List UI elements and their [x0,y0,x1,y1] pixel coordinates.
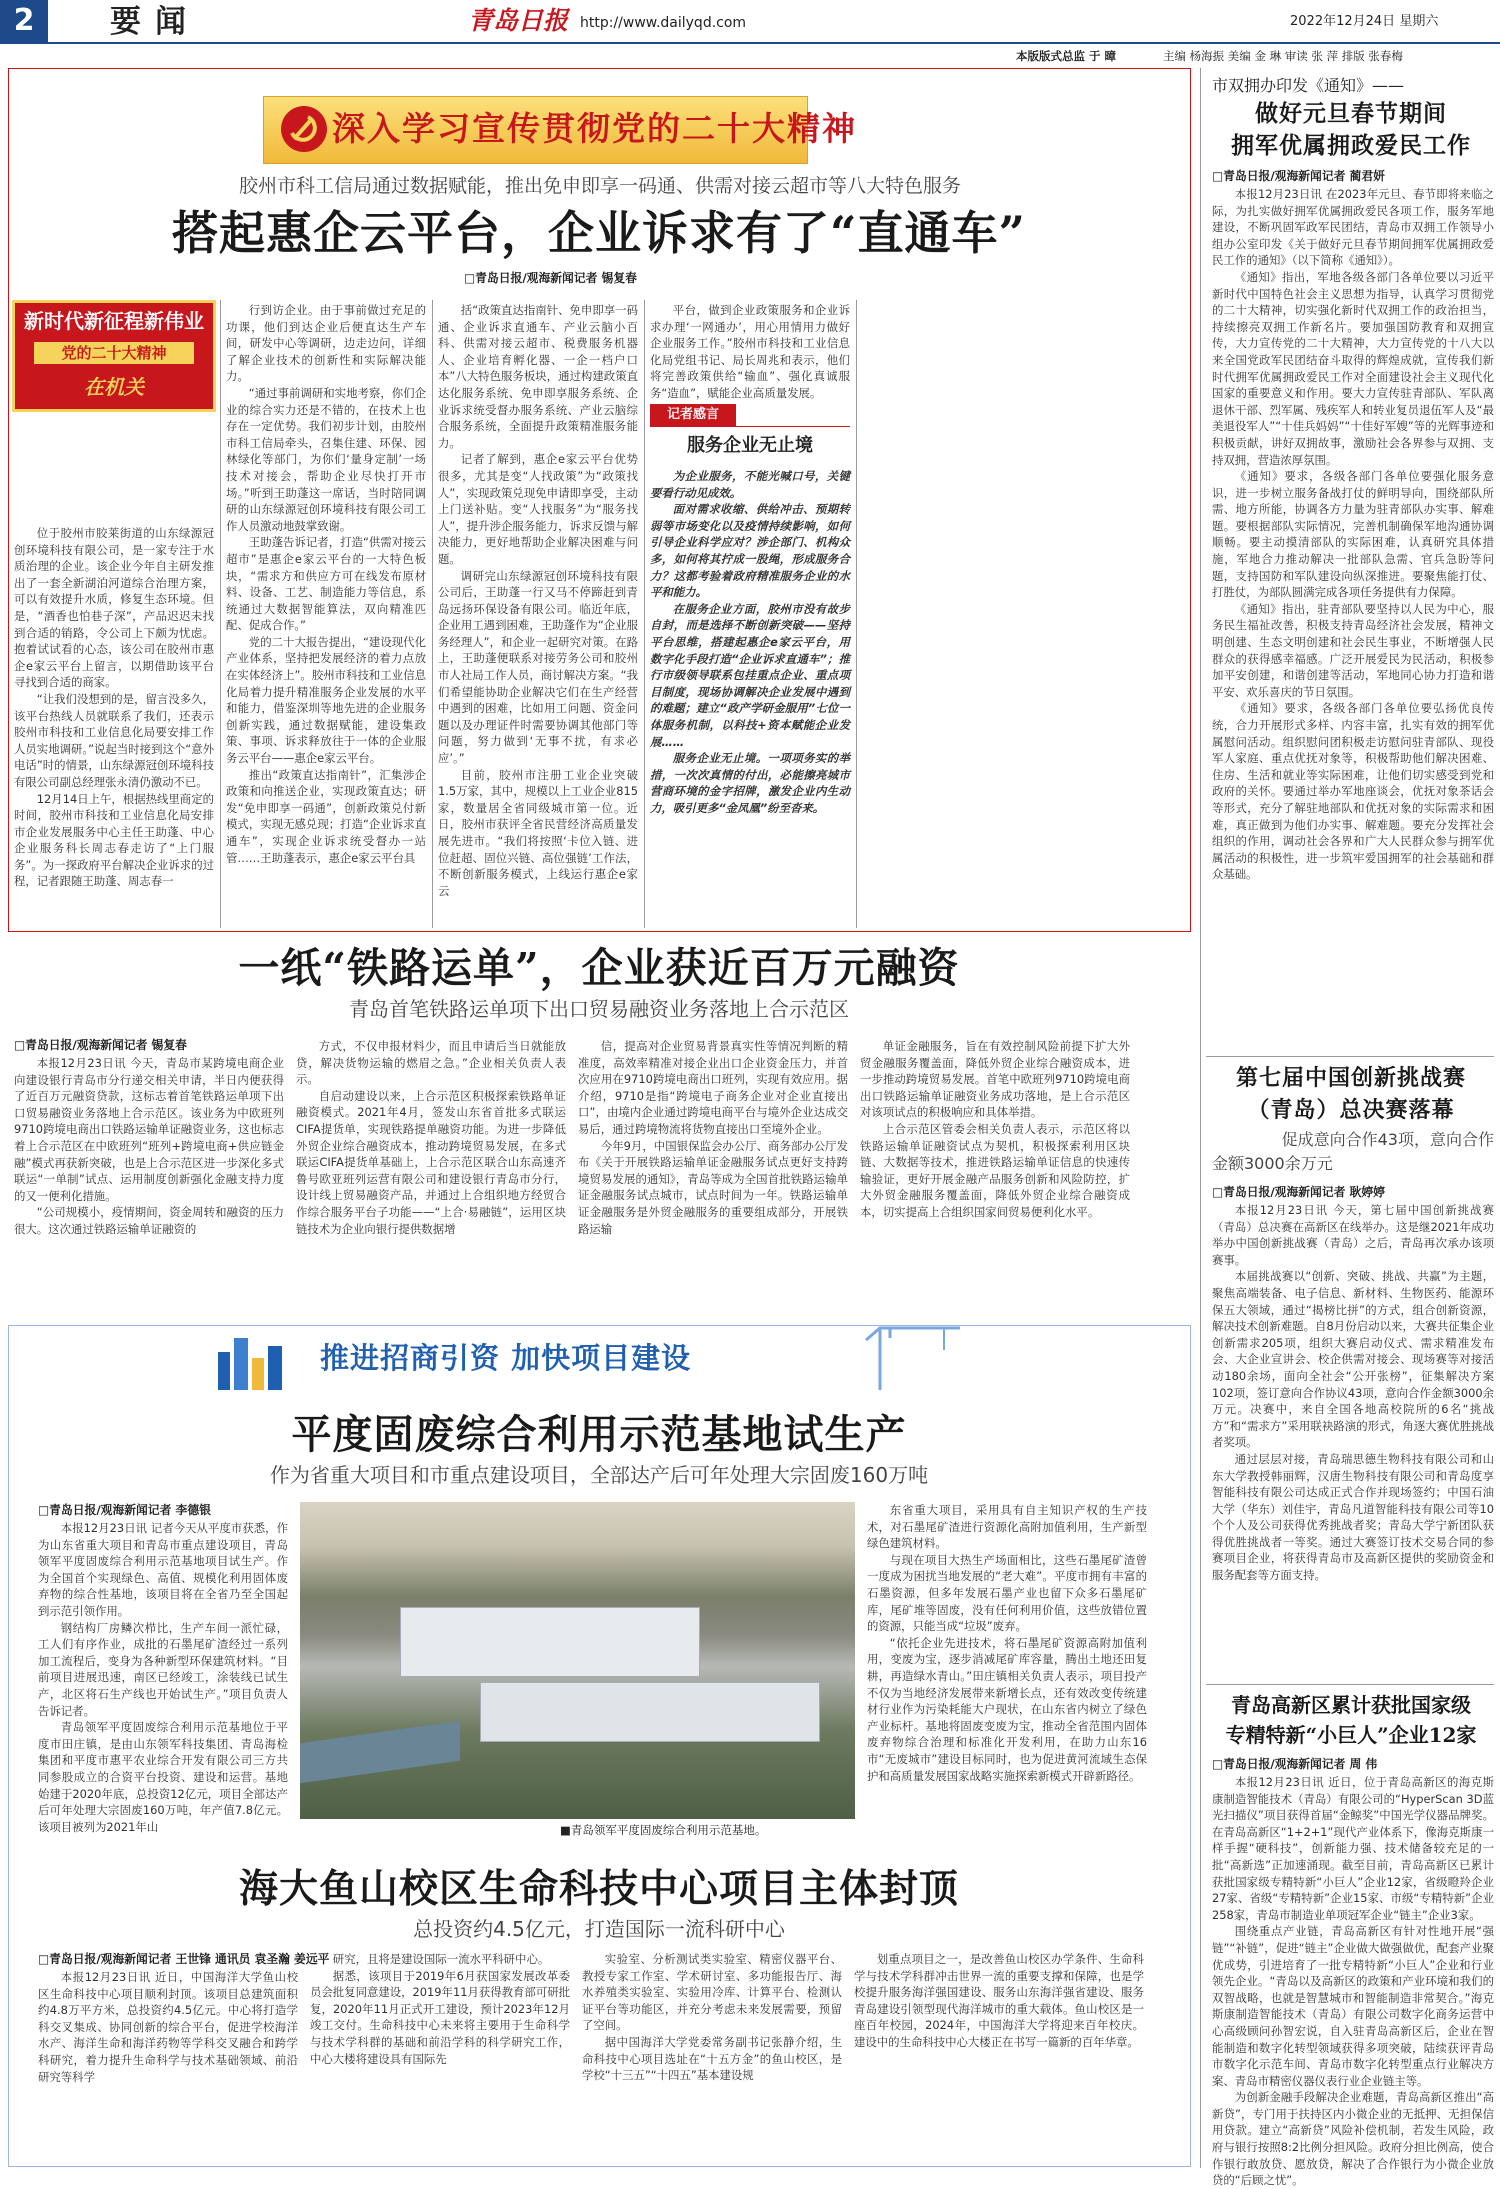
side1-title-line1: 做好元旦春节期间 [1255,100,1447,127]
paragraph: 本报12月23日讯 今天，第七届中国创新挑战赛（青岛）总决赛在高新区在线举办。这是继2021年成功举办中国创新挑战赛（青岛）之后，青岛再次承办该项赛事。 [1212,1203,1494,1267]
paragraph: 平台，做到企业政策服务和企业诉求办理‘一网通办’，用心用情用力做好企业服务工作。”胶州市科技和工业信息化局党组书记、局长周兆和表示，他们将完善政策供给“输血”、强化真诚服务“造血”，赋能企业高质量发展。 [650,303,850,400]
paragraph: 推出“政策直达指南针”，汇集涉企政策和向推送企业，实现政策直达；研发“免申即享一码通”，创新政策兑付新模式，实现无感兑现；打造“企业诉求直通车”，实现企业诉求统受督办一站管……王助蓬表示，惠企e家云平台具 [226,767,426,865]
paragraph: 《通知》指出，驻青部队要坚持以人民为中心，服务民生福祉改善，积极支持青岛经济社会发展，精神文明创建、生态文明创建和社会民生事业，不断增强人民群众的获得感幸福感。广泛开展爱民为民活动，积极参加平安创建，和谐创建等活动，军地同心协力打造和谐平安、欢乐喜庆的节日氛围。 [1212,601,1494,699]
side-divider-1 [1206,1056,1494,1057]
art1-col4 [650,302,850,400]
art3-byline: □青岛日报/观海新闻记者 李德银 [38,1503,211,1517]
paragraph: 在服务企业方面，胶州市没有故步自封，而是选择不断创新突破——坚持平台思维，搭建起惠企e家云平台，用数字化手段打造“企业诉求直通车”；推行市级领导联系包挂重点企业、重点项目制度，现场协调解决企业发展中遇到的难题；建立“政产学研金服用”七位一体服务机制，以科技+资本赋能企业发展…… [650,601,850,749]
paragraph: “通过事前调研和实地考察，你们企业的综合实力还是不错的，在技术上也存在一定优势。我们初步计划，由胶州市科工信局牵头，召集住建、环保、园林绿化等部门，为你们‘量身定制’一场技术对接会，帮助企业尽快打开市场。”听到王助蓬这一席话，当时陪同调研的山东绿源冠创环境科技有限公司工作人员激动地鼓掌致谢。 [226,385,426,533]
art2-subtitle: 青岛首笔铁路运单项下出口贸易融资业务落地上合示范区 [349,997,849,1021]
paragraph: 本届挑战赛以“创新、突破、挑战、共赢”为主题，聚焦高端装备、电子信息、新材料、生物医药、能源环保五大领域，通过“揭榜比拼”的方式，组合创新资源，解决技术创新难题。自8月份启动以来，大赛共征集企业创新需求205项，组织大赛启动仪式、需求精准发布会、大企业宣讲会、校企供需对接会、现场赛等对接活动180余场，面向全社会“公开张榜”，征集解决方案102项，签订意向合作协议43项，意向合作金额3000余万元。决赛中，来自全国各地高校院所的6名“挑战方”和“需求方”采用联袂路演的形式，角逐大赛优胜挑战者奖项。 [1212,1269,1494,1450]
date-text: 2022年12月24日 [1290,14,1396,29]
paragraph: “公司规模小，疫情期间，资金周转和融资的压力很大。这次通过铁路运输单证融资的 [14,1205,284,1236]
side3-title-line2: 专精特新“小巨人”企业12家 [1225,1723,1477,1747]
paragraph: 本报12月23日讯 近日，中国海洋大学鱼山校区生命科技中心项目顺利封顶。该项目总建筑面积约4.8万平方米，总投资约4.5亿元。中心将打造学科交叉集成、协同创新的综合平台，促进学校海洋水产、海洋生命和海洋药物等学科交叉融合和跨学科研究，着力提升生命科学与技术基础领域、前沿研究等科学 [38,1970,298,2084]
paragraph: 《通知》指出，军地各级各部门各单位要以习近平新时代中国特色社会主义思想为指导，认真学习贯彻党的二十大精神，切实强化新时代双拥工作的政治担当，持续擦亮双拥工作新名片。要加强国防教育和双拥宣传，大力宣传党的二十大精神，大力宣传党的十八大以来全国党政军民团结奋斗取得的辉煌成就，宣传我们新时代拥军优属拥政爱民工作对全面建设社会主义现代化国家的重要意义和作用。要大力宣传驻青部队、军队离退休干部、烈军属、残疾军人和转业复员退伍军人及“最美退役军人”“十佳兵妈妈”“十佳好军嫂”等的光辉事迹和积极贡献，讲好双拥故事，激励社会各界参与双拥、支持双拥，营造浓厚氛围。 [1212,269,1494,467]
art3-subtitle: 作为省重大项目和市重点建设项目，全部达产后可年处理大宗固废160万吨 [269,1463,929,1487]
paragraph: 面对需求收缩、供给冲击、预期转弱等市场变化以及疫情持续影响，如何引导企业科学应对？涉企部门、机构众多，如何将其拧成一股绳，形成服务合力？这都考验着政府精准服务企业的水平和能力。 [650,502,850,600]
side2-subtitle-line2: 金额3000余万元 [1212,1154,1333,1173]
paragraph: 据中国海洋大学党委常务副书记张静介绍，生命科技中心项目选址在“十五方金”的鱼山校区，是学校“十三五”“十四五”基本建设规 [582,2034,842,2083]
paragraph: 东省重大项目，采用具有自主知识产权的生产技术，对石墨尾矿渣进行资源化高附加值利用，生产新型绿色建筑材料。 [867,1503,1147,1551]
art4-col3 [582,1951,842,2165]
paragraph: 行到访企业。由于事前做过充足的功课，他们到达企业后便直达生产车间，研发中心等调研，边走边问，详细了解企业技术的创新性和实际解决能力。 [226,303,426,384]
section-title: 要闻 [110,4,200,40]
paragraph: 今年9月，中国银保监会办公厅、商务部办公厅发布《关于开展铁路运输单证金融服务试点更好支持跨境贸易发展的通知》，青岛等成为全国首批铁路运输单证金融服务试点城市，试点时间为一年。铁路运输单证金融服务是外贸金融服务的重要组成部分，开展铁路运输 [578,1138,848,1236]
weekday-text: 星期六 [1399,14,1439,29]
paragraph: 调研完山东绿源冠创环境科技有限公司后，王助蓬一行又马不停蹄赶到青岛远扬环保设备有限公司。临近年底，企业用工遇到困难，王助蓬作为“企业服务经理人”，和企业一起研究对策。在路上，王助蓬便联系对接劳务公司和胶州市人社局工作人员，商讨解决方案。“我们希望能协助企业解决它们在生产经营中遇到的困难，比如用工问题、资金问题以及办理证件时需要协调其他部门等问题，努力做到‘无事不扰，有求必应’。” [438,568,638,766]
paragraph: 自启动建设以来，上合示范区积极探索铁路单证融资模式。2021年4月，签发山东省首批多式联运CIFA提货单，实现铁路提单融资功能。为进一步降低外贸企业综合融资成本，推动跨境贸易发展，在多式联运CIFA提货单基础上，上合示范区联合山东高速齐鲁号欧亚班列运营有限公司和建设银行青岛市分行，设计线上贸易融资产品，并通过上合组织地方经贸合作综合服务平台子功能——“上合·易融链”，运用区块链技术为企业向银行提供数据增 [296,1088,566,1236]
crane-icon [860,1320,970,1392]
side1-body [1212,186,1494,1046]
paragraph: 信，提高对企业贸易背景真实性等情况判断的精准度，高效率精准对接企业出口企业资金压力，并首次应用在9710跨境电商出口班列，实现有效应用。据介绍，9710是指“跨境电子商务企业对企业直接出口”，由境内企业通过跨境电商平台与境外企业达成交易后，通过跨境物流将货物直接出口至境外企业。 [578,1039,848,1136]
paragraph: 服务企业无止境。一项项务实的举措，一次次真情的付出，必能擦亮城市营商环境的金字招牌，激发企业内生动力，吸引更多“金凤凰”纷至沓来。 [650,751,850,815]
factory-photo [300,1502,855,1819]
art4-col1 [38,1969,298,2165]
paragraph: 与现在项目大热生产场面相比，这些石墨尾矿渣曾一度成为困扰当地发展的“老大难”。平度市拥有丰富的石墨资源，但多年发展石墨产业也留下众多石墨尾矿库，尾矿堆等固废，没有任何利用价值，这些放错位置的资源，只能当成“垃圾”废弃。 [867,1552,1147,1634]
side2-title-line1: 第七届中国创新挑战赛 [1235,1065,1466,1091]
paragraph: “依托企业先进技术，将石墨尾矿资源高附加值利用，变废为宝，逐步消减尾矿库容量，腾出土地还田复耕，再造绿水青山。”田庄镇相关负责人表示，项目投产不仅为当地经济发展带来新增长点，还有效改变传统建材行业作为污染耗能大户现状，在山东省内树立了绿色产业标杆。基地将固废变废为宝，推动全省范围内固体废弃物综合治理和标准化开发利用，在助力山东16市“无废城市”建设目标同时，也为促进黄河流域生态保护和高质量发展国家战略实施探索新模式开辟新路径。 [867,1635,1147,1783]
art4-col2 [310,1951,570,2165]
investment-banner-text: 推进招商引资 加快项目建设 [320,1341,692,1375]
paragraph: 《通知》要求，各级各部门各单位要强化服务意识，进一步树立服务备战打仗的鲜明导向，围绕部队所需、地方所能，协调各方力量为驻青部队办实事、解难题。要根据部队实际情况，完善机制确保军地沟通协调顺畅。要主动摸清部队的实际困难，认真研究具体措施，军地合力推动解决一批部队急需、官兵急盼等问题，支持国防和军队建设向纵深推进。要聚焦能打仗、打胜仗，为部队圆满完成各项任务提供有力保障。 [1212,469,1494,600]
side3-byline: □青岛日报/观海新闻记者 周 伟 [1212,1757,1378,1771]
paragraph: 本报12月23日讯 今天，青岛市某跨境电商企业向建设银行青岛市分行递交相关申请，半日内便获得了近百万元融资贷款，这标志着首笔铁路运单项下出口贸易融资业务落地上合示范区。该业务为中欧班列9710跨境电商出口铁路运输单证融资业务，这也标志着上合示范区在中欧班列“班列+跨境电商+供应链金融”模式再获新突破，也是上合示范区进一步深化多式联运“一单制”试点、运用制度创新强化金融支持力度的又一便利化措施。 [14,1056,284,1203]
art1-col1 [14,525,214,927]
art2-col3 [578,1038,848,1305]
paragraph: 目前，胶州市注册工业企业突破1.5万家，其中，规模以上工业企业815家，数量居全省同级城市第一位。近日，胶州市获评全省民营经济高质量发展先进市。“我们将按照‘卡位入链、进位赶超、固位兴链、高位强链’工作法，不断创新服务模式，上线运行惠企e家云 [438,767,638,898]
art2-col2 [296,1038,566,1305]
paragraph: 青岛领军平度固废综合利用示范基地位于平度市田庄镇，是由山东领军科技集团、青岛海检集团和平度市惠平农业综合开发有限公司三方共同参股成立的合资平台投资、建设和运营。基地始建于2020年底，总投资12亿元，项目全部达产后可年处理大宗固废160万吨，年产值7.8亿元。该项目被列为2021年山 [38,1720,288,1834]
paper-logo: 青岛日报 [468,6,569,35]
paragraph: 《通知》要求，各级各部门各单位要弘扬优良传统，合力开展形式多样、内容丰富，扎实有效的拥军优属慰问活动。组织慰问团积极走访慰问驻青部队、现役军人家庭、重点优抚对象等，积极帮助他们解决困难、住房、生活和就业等实际困难，让他们切实感受到党和政府的关怀。要通过举办军地座谈会，优抚对象茶话会等形式，充分了解驻地部队和优抚对象的实际需求和困难，真正做到为他们办实事、解难题。要充分发挥社会组织的作用，调动社会各界和广大人民群众参与拥军优属活动的积极性，进一步筑牢爱国拥军的社会基础和群众基础。 [1212,701,1494,882]
paragraph: 为企业服务，不能光喊口号，关键要看行动见成效。 [650,469,850,500]
side2-subtitle-line1: 促成意向合作43项，意向合作 [1281,1130,1494,1149]
paragraph: 通过层层对接，青岛瑞思德生物科技有限公司和山东大学教授韩丽辉，汉唐生物科技有限公司和青岛度享智能科技有限公司达成正式合作并现场签约；中国石油大学（华东）刘佳宇，青岛凡道智能科技有限公司等10个个人及公司获得优秀挑战者奖；青岛大学宁新团队获得优胜挑战者一等奖。通过大赛签订技术交易合同的参赛项目企业，将获得青岛市及高新区提供的奖励资金和服务配套等方面支持。 [1212,1451,1494,1583]
side2-body [1212,1202,1494,1672]
art4-col4 [854,1951,1144,2165]
col-rule [432,300,433,928]
art3-col3 [867,1502,1147,1832]
paragraph: 上合示范区管委会相关负责人表示，示范区将以铁路运输单证融资试点为契机，积极探索利用区块链、大数据等技术，推进铁路运输单证信息的快速传输验证，更好开展金融产品服务创新和风险防控，扩大外贸金融服务覆盖面，降低外贸企业综合融资成本，切实提高上合组织国家间贸易便利化水平。 [860,1121,1130,1219]
paragraph: 实验室、分析测试类实验室、精密仪器平台、教授专家工作室、学术研讨室、多功能报告厅、海水养殖类实验室、实验用冷库、计算平台、检测认证平台等功能区，并充分考虑未来发展需要，预留了空间。 [582,1952,842,2033]
editorial-title: 服务企业无止境 [687,435,813,456]
paragraph: 党的二十大报告提出，“建设现代化产业体系，坚持把发展经济的着力点放在实体经济上”。胶州市科技和工业信息化局着力提升精准服务企业发展的水平和能力，借鉴深圳等地先进的企业服务创新实践，通过数据赋能，建设集政策、事项、诉求释放往于一体的企业服务云平台——惠企e家云平台。 [226,634,426,766]
side3-body [1212,1774,1494,2188]
skyline-icon [210,1328,300,1392]
col-rule [644,300,645,928]
paragraph: 单证金融服务，旨在有效控制风险前提下扩大外贸金融服务覆盖面，降低外贸企业综合融资成本，进一步推动跨境贸易发展。首笔中欧班列9710跨境电商出口铁路运输单证融资业务成功落地，是上合示范区对该项试点的积极响应和具体举措。 [860,1039,1130,1120]
side1-kicker: 市双拥办印发《通知》—— [1212,76,1405,95]
art4-headline: 海大鱼山校区生命科技中心项目主体封顶 [238,1866,959,1912]
art3-headline: 平度固废综合利用示范基地试生产 [291,1411,907,1458]
side1-title-line2: 拥军优属拥政爱民工作 [1231,132,1471,159]
art2-headline: 一纸“铁路运单”，企业获近百万元融资 [238,944,960,992]
art1-headline: 搭起惠企云平台，企业诉求有了“直通车” [172,206,1026,260]
paper-url[interactable]: http://www.dailyqd.com [580,15,747,31]
paragraph: 括“政策直达指南针、免申即享一码通、企业诉求直通车、产业云脑小百科、供需对接云超市、税费服务机器人、企业培育孵化器、一企一档户口本”八大特色服务板块，通过构建政策直达化服务系统、免申即享服务系统、企业诉求统受督办服务系统、产业云脑综合服务系统，全面提升政策精准服务能力。 [438,303,638,450]
art1-col2 [226,302,426,927]
art4-subtitle: 总投资约4.5亿元，打造国际一流科研中心 [413,1917,785,1941]
page-number: 2 [13,3,35,38]
issue-date [1290,12,1438,32]
credits-right: 主编 杨海振 美编 金 琳 审读 张 萍 排版 张春梅 [1163,49,1403,63]
side2-byline: □青岛日报/观海新闻记者 耿婷婷 [1212,1185,1385,1199]
art3-col1 [38,1520,288,1832]
editorial-body [650,468,850,924]
art2-col1 [14,1055,284,1305]
badge-bottom-text: 在机关 [84,375,144,399]
art1-kicker: 胶州市科工信局通过数据赋能，推出免申即享一码通、供需对接云超市等八大特色服务 [238,175,961,197]
paragraph: 本报12月23日讯 在2023年元旦、春节即将来临之际，为扎实做好拥军优属拥政爱民各项工作，服务军地建设，不断巩固军政军民团结，青岛市双拥工作领导小组办公室印发《关于做好元旦春节期间拥军优属拥政爱民工作的通知》（以下简称《通知》）。 [1212,187,1494,268]
paragraph: 记者了解到，惠企e家云平台优势很多，尤其是变“人找政策”为“政策找人”，实现政策兑现免申请即享受，主动上门送补贴。变“人找服务”为“服务找人”，提升涉企服务能力，诉求反馈与解决能力，更好地帮助企业解决困难与问题。 [438,452,638,566]
page-number-box [0,0,48,42]
col-rule [856,300,857,928]
study-banner-text: 深入学习宣传贯彻党的二十大精神 [332,109,857,148]
side3-title-line1: 青岛高新区累计获批国家级 [1231,1693,1471,1717]
paragraph: 王助蓬告诉记者，打造“供需对接云超市”是惠企e家云平台的一大特色板块，“需求方和供应方可在线发布原材料、设备、工艺、制造能力等信息，系统通过大数据智能算法，双向精准匹配、促成合作。” [226,535,426,633]
photo-caption: ■青岛领军平度固废综合利用示范基地。 [560,1823,767,1837]
paragraph: 划重点项目之一，是改善鱼山校区办学条件、生命科学与技术学科群冲击世界一流的重要支撑和保障，也是学校提升服务海洋强国建设、服务山东海洋强省建设、服务青岛建设引领型现代海洋城市的重大载体。鱼山校区是一座百年校园，2024年，中国海洋大学将迎来百年校庆。建设中的生命科技中心大楼正在书写一篇新的百年华章。 [854,1952,1144,2049]
art1-col3 [438,302,638,927]
paragraph: 方式，不仅申报材料少，而且申请后当日就能放贷，解决货物运输的燃眉之急。”企业相关负责人表示。 [296,1039,566,1087]
side1-byline: □青岛日报/观海新闻记者 蔺君妍 [1212,169,1385,183]
side2-title-line2: （青岛）总决赛落幕 [1247,1097,1455,1123]
art2-byline: □青岛日报/观海新闻记者 锡复春 [14,1038,187,1052]
credits-left: 本版版式总监 于 暲 [1016,49,1117,63]
paragraph: 本报12月23日讯 近日，位于青岛高新区的海克斯康制造智能技术（青岛）有限公司的“HyperScan 3D蓝光扫描仪”项目获得首届“金鲸奖”中国光学仪器品牌奖。在青岛高新区“1+2+1”现代产业体系下，像海克斯康一样手握“硬科技”，创新能力强、技术储备较充足的一批“高新选”正加速涌现。截至目前，青岛高新区已累计获批国家级专精特新“小巨人”企业12家，省级瞪羚企业27家、省级“专精特新”企业15家、市级“专精特新”企业258家，青岛市制造业单项冠军企业“链主”企业3家。 [1212,1775,1494,1922]
sidebar-rule [1200,68,1201,2168]
paragraph: 研究，且将是建设国际一流水平科研中心。 [332,1952,550,1966]
badge-mid-text: 党的二十大精神 [34,342,194,364]
paragraph: 本报12月23日讯 记者今天从平度市获悉，作为山东省重大项目和青岛市重点建设项目，青岛领军平度固废综合利用示范基地项目试生产。作为全国首个实现绿色、高值、规模化利用固体废弃物的综合性基地，该项目将在全省乃至全国起到示范引领作用。 [38,1521,288,1618]
paragraph: 位于胶州市胶莱街道的山东绿源冠创环境科技有限公司，是一家专注于水质治理的企业。该企业今年自主研发推出了一套全新湖泊河道综合治理方案，可以有效提升水质，修复生态环境。但是，“酒香也怕巷子深”，产品迟迟未找到合适的销路，令公司上下颇为忧虑。抱着试试看的心态，该公司在胶州市惠企e家云平台上留言，以期借助该平台寻找到合适的商家。 [14,526,214,690]
side-divider-2 [1206,1684,1494,1685]
paragraph: 为创新金融手段解决企业难题，青岛高新区推出“高新贷”，专门用于扶持区内小微企业的无抵押、无担保信用贷款。建立“高新贷”风险补偿机制，若发生风险，政府与银行按照8:2比例分担风险。政府分担比例高，使合作银行敢放贷、愿放贷，解决了合作银行为小微企业放贷的“后顾之忧”。 [1212,2090,1494,2188]
art1-byline: □青岛日报/观海新闻记者 锡复春 [464,271,637,285]
paragraph: 12月14日上午，根据热线里商定的时间，胶州市科技和工业信息化局安排市企业发展服务中心主任王助蓬、中心企业服务科长周志春走访了“上门服务”。为一探政府平台解决企业诉求的过程，记者跟随王助蓬、周志春一 [14,791,214,889]
paragraph: 围绕重点产业链，青岛高新区有针对性地开展“强链”“补链”，促进“链主”企业做大做强做优，配套产业聚优成势，引进培育了一批专精特新“小巨人”企业和行业领先企业。“青岛以及高新区的政策和产业环境和我们的双智战略，也就是智慧城市和智能制造非常契合。”海克斯康制造智能技术（青岛）有限公司数字化商务运营中心高级顾问孙智宏说，自入驻青岛高新区后，企业在智能制造和数字化转型领域获得多项突破，陆续获评青岛市数字化示范车间、青岛市数字化转型重点行业解决方案、青岛市精密仪器仪表行业企业链主等。 [1212,1924,1494,2088]
art4-byline: □青岛日报/观海新闻记者 王世锋 通讯员 袁圣瀚 姜远平 [38,1952,330,1966]
col-rule [220,300,221,928]
badge-top-text: 新时代新征程新伟业 [24,309,204,333]
paragraph: 钢结构厂房鳞次栉比，生产车间一派忙碌，工人们有序作业，成批的石墨尾矿渣经过一系列加工流程后，变身为各种新型环保建筑材料。“目前项目进展迅速，南区已经竣工，涂装线已试生产，北区将石生产线也开始试生产。”项目负责人告诉记者。 [38,1620,288,1718]
art2-col4 [860,1038,1130,1305]
editorial-label: 记者感言 [650,404,736,426]
paragraph: “让我们没想到的是，留言没多久，该平台热线人员就联系了我们，还表示胶州市科技和工业信息化局要安排工作人员实地调研。”说起当时接到这个“意外电话”时的情景，山东绿源冠创环境科技有限公司副总经理张永清仍激动不已。 [14,691,214,789]
header-rule [0,42,1500,44]
party-emblem-icon [280,105,328,153]
paragraph: 据悉，该项目于2019年6月获国家发展改革委员会批复同意建设，2019年11月获得教育部可研批复，2020年11月正式开工建设，预计2023年12月竣工交付。生命科技中心未来将主要用于生命科学与技术学科群的基础和前沿学科的科学研究工作，中心大楼将建设具有国际先 [310,1968,570,2066]
